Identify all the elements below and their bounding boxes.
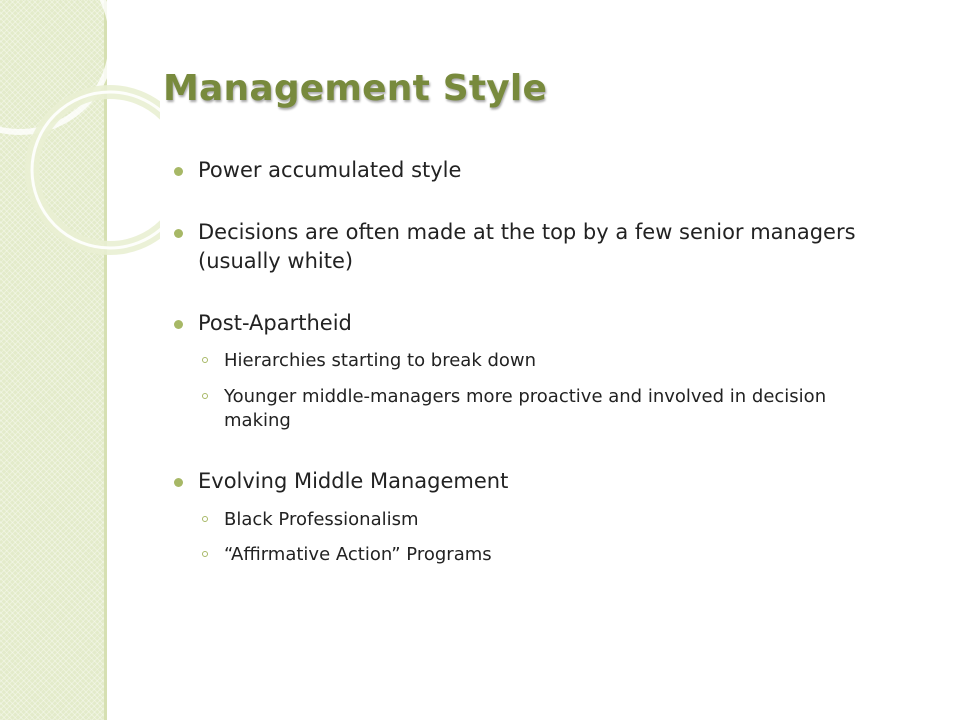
sub-bullet-item [198, 543, 894, 567]
sidebar-divider [104, 0, 107, 720]
sub-bullet-text: Hierarchies starting to break down [224, 350, 537, 372]
bullet-text: Power accumulated style [198, 158, 462, 182]
bullet-dot-icon [174, 478, 183, 487]
bullet-text: Decisions are often made at the top by a few senior managers (usually white) [198, 220, 856, 273]
bullet-dot-icon [174, 320, 183, 329]
slide-title: Management Style [163, 68, 548, 109]
bullet-text: Evolving Middle Management [198, 469, 509, 494]
sub-bullet-item [198, 349, 894, 373]
sub-bullet-text: “Affirmative Action” Programs [224, 544, 492, 566]
bullet-item [174, 156, 894, 184]
sub-bullet-ring-icon [202, 357, 208, 363]
bullet-item [174, 309, 894, 433]
sub-bullet-ring-icon [202, 516, 208, 522]
sub-bullet-ring-icon [202, 551, 208, 557]
bullet-item [174, 218, 894, 275]
bullet-dot-icon [174, 229, 183, 238]
bullet-text: Post-Apartheid [198, 311, 352, 336]
sub-bullet-text: Younger middle-managers more proactive and involved in decision making [224, 386, 827, 432]
bullet-item [174, 467, 894, 567]
sub-bullet-text: Black Professionalism [224, 508, 419, 530]
sub-bullet-item [198, 508, 894, 532]
slide-content [174, 156, 894, 601]
decorative-sidebar [0, 0, 104, 720]
bullet-dot-icon [174, 167, 183, 176]
sub-bullet-ring-icon [202, 393, 208, 399]
sub-bullet-item [198, 385, 894, 433]
